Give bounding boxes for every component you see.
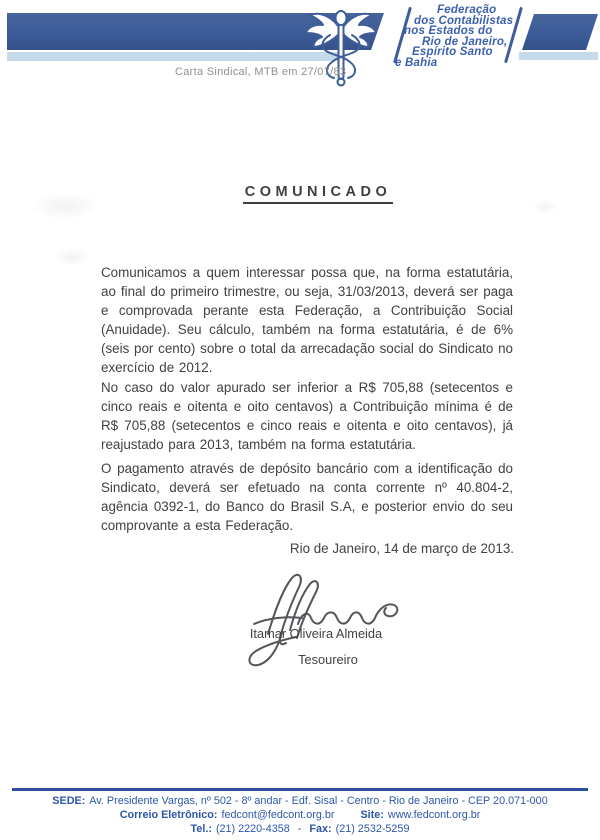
footer-site: www.fedcont.org.br	[387, 809, 481, 821]
footer-email: fedcont@fedcont.org.br	[221, 809, 335, 821]
footer	[0, 794, 600, 836]
date-line: Rio de Janeiro, 14 de março de 2013.	[289, 541, 514, 556]
scan-artifact	[52, 248, 92, 266]
body-paragraph-2: No caso do valor apurado ser inferior a R$ 705,88 (setecentos e cinco reais e oitenta e oito centavos) a Contribuição mínima é de R$ 705,88 (setecentos e cinco reais e oitenta e oito centavos), já reajustado para 2013, também na forma estatutária.	[101, 380, 513, 452]
footer-address: Av. Presidente Vargas, nº 502 - 8º andar - Edf. Sisal - Centro - Rio de Janeiro - CEP 20.071-000	[89, 795, 548, 807]
header-light-bar-left	[7, 52, 345, 61]
footer-separator: -	[297, 823, 302, 835]
footer-address-label: SEDE:	[52, 795, 86, 807]
footer-email-label: Correio Eletrônico:	[119, 809, 218, 821]
org-name-line: Espírito Santo	[412, 46, 493, 58]
footer-address-row	[0, 794, 600, 808]
footer-site-label: Site:	[360, 809, 384, 821]
footer-phone-row	[0, 822, 600, 836]
footer-fax: (21) 2532-5259	[335, 823, 410, 835]
document-title: COMUNICADO	[243, 184, 394, 204]
signatory-name: Itamar Oliveira Almeida	[249, 626, 383, 641]
header-light-bar-right	[519, 52, 598, 60]
body-paragraph-3: O pagamento através de depósito bancário com a identificação do Sindicato, deverá ser efetuado na conta corrente nº 40.804-2, agência 0392-1, do Banco do Brasil S.A, e posterior envio do seu comprovante a esta Federação.	[101, 461, 513, 533]
footer-tel: (21) 2220-4358	[215, 823, 290, 835]
org-name-line: Rio de Janeiro,	[422, 35, 508, 48]
footer-divider	[12, 788, 588, 791]
body-paragraph-1: Comunicamos a quem interessar possa que, na forma estatutária, ao final do primeiro trimestre, ou seja, 31/03/2013, deverá ser paga e comprovada perante esta Federação, a Contribuição Social (Anuidade). Seu cálculo, também na forma estatutária, é de 6% (seis por cento) sobre o total da arrecadação social do Sindicato no exercício de 2012.	[101, 265, 513, 375]
org-name-line: e Bahia	[395, 56, 438, 69]
org-name-line: Federação	[437, 4, 497, 16]
header-dark-bar-right	[522, 14, 598, 50]
footer-fax-label: Fax:	[309, 823, 332, 835]
charter-note: Carta Sindical, MTB em 27/07/83	[175, 66, 347, 78]
signatory-role: Tesoureiro	[298, 652, 358, 667]
org-name-line: nos Estados do	[404, 25, 493, 37]
title-row	[0, 183, 600, 204]
org-name-line: dos Contabilistas	[414, 14, 514, 27]
footer-tel-label: Tel.:	[190, 823, 212, 835]
footer-contact-row	[0, 808, 600, 822]
